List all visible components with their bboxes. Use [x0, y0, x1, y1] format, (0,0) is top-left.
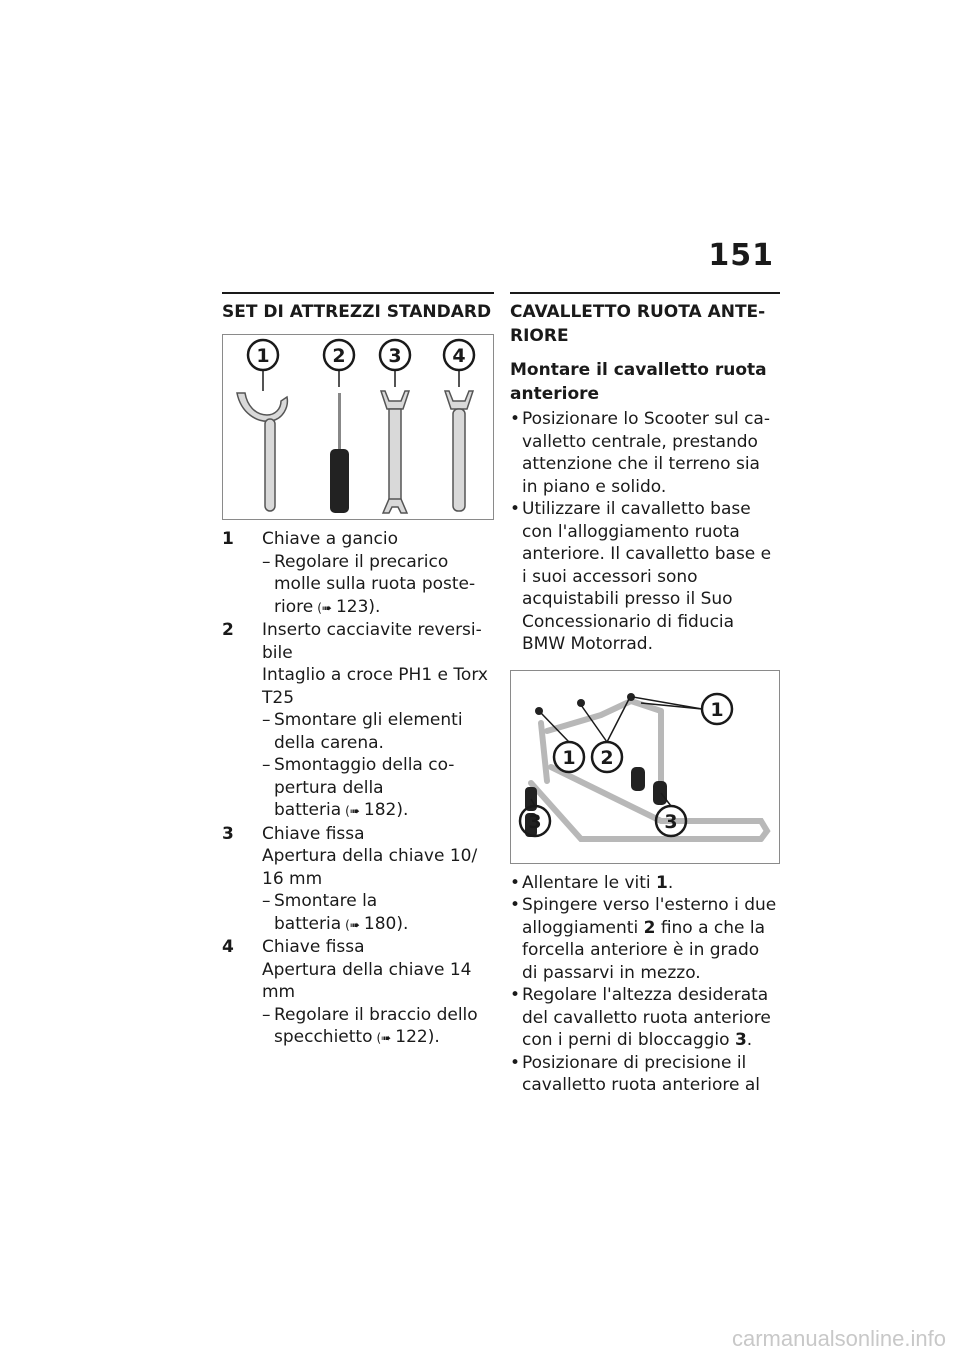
item-number: 2 [222, 620, 234, 640]
bullet-text: Posizionare lo Scooter sul ca-valletto centrale, prestando attenzione che il terreno sia in piano e solido. [522, 409, 770, 497]
bullet-text: Allentare le viti [522, 872, 657, 893]
list-item [510, 984, 780, 1052]
open-wrench-icon [381, 391, 409, 513]
section-rule [510, 292, 780, 294]
page-ref-link[interactable]: 122). [395, 1027, 440, 1047]
bullet-icon: • [510, 895, 521, 915]
bullet-text: . [667, 872, 674, 893]
list-item [510, 1052, 780, 1097]
item-number: 3 [222, 823, 234, 844]
page-ref-link[interactable]: 123). [335, 596, 381, 617]
step [262, 754, 494, 823]
front-wheel-stand-icon [531, 698, 767, 839]
list-item [222, 823, 494, 937]
step [262, 551, 494, 620]
item-number: 1 [222, 529, 234, 549]
ref-number: 2 [643, 917, 656, 938]
callout-label: 3 [528, 810, 542, 833]
bullet-icon: • [510, 409, 521, 429]
ref-number: 1 [656, 872, 668, 893]
callout-label: 1 [562, 746, 576, 769]
bullet-text: Spingere verso l'esterno i due alloggiamenti [522, 895, 777, 938]
stand-figure [510, 670, 780, 864]
step-text: Regolare il precarico molle sulla ruota poste-riore [274, 551, 476, 617]
step-text: Regolare il braccio dello specchietto [274, 1004, 478, 1047]
item-note: Apertura della chiave 14 mm [262, 959, 472, 1002]
tools-illustration [223, 335, 493, 519]
item-title: Chiave fissa [262, 823, 365, 844]
bullet-list-top [510, 408, 780, 656]
dash-icon: – [262, 1004, 271, 1025]
arrow-right-icon[interactable]: (➠ [345, 917, 360, 932]
page-ref-link[interactable]: 180). [363, 913, 409, 934]
callout-label: 2 [332, 345, 346, 367]
list-item [510, 872, 780, 895]
bullet-text: fino a che la forcella anteriore è in grado di passarvi in mezzo. [522, 917, 766, 983]
front-stand-illustration [511, 671, 779, 863]
dash-icon: – [262, 710, 271, 730]
open-wrench-icon [445, 391, 473, 511]
ref-number: 3 [734, 1030, 747, 1050]
bullet-text: Regolare l'altezza desiderata del cavalletto ruota anteriore con i perni di bloccaggio [522, 985, 771, 1050]
right-column [510, 292, 780, 1097]
section-heading-tools: SET DI ATTREZZI STANDARD [222, 302, 492, 322]
screwdriver-icon [330, 393, 349, 513]
dash-icon: – [262, 891, 271, 911]
section-rule [222, 292, 494, 294]
list-item [222, 528, 494, 619]
step [262, 890, 494, 936]
bullet-text: . [746, 1030, 753, 1050]
dash-icon: – [262, 551, 271, 572]
callout-label: 1 [256, 345, 270, 367]
bullet-icon: • [510, 872, 521, 893]
hook-spanner-icon [237, 393, 287, 511]
step-text: Smontare gli elementi della carena. [274, 710, 463, 753]
bullet-icon: • [510, 1052, 521, 1073]
left-column [222, 292, 494, 1050]
list-item [510, 894, 780, 984]
watermark: carmanualsonline.info [731, 1326, 946, 1351]
step-text: Smontare la batteria [274, 891, 378, 934]
arrow-right-icon[interactable]: (➠ [317, 600, 332, 615]
item-title: Inserto cacciavite reversi-bile [262, 620, 482, 663]
list-item [222, 936, 494, 1050]
subheading: Montare il cavalletto ruota anteriore [510, 360, 767, 404]
bullet-text: Posizionare di precisione il cavalletto ruota anteriore al [522, 1052, 760, 1095]
step [262, 1004, 494, 1050]
item-title: Chiave fissa [262, 937, 365, 957]
list-item [222, 619, 494, 823]
arrow-right-icon[interactable]: (➠ [376, 1031, 392, 1045]
callout-label: 3 [388, 345, 402, 367]
page-ref-link[interactable]: 182). [363, 800, 409, 820]
callout-label: 3 [664, 810, 678, 833]
callout-label: 4 [452, 345, 466, 367]
tools-figure [222, 334, 494, 520]
dash-icon: – [262, 755, 271, 775]
tools-list [222, 528, 494, 1050]
list-item [510, 408, 780, 498]
item-number: 4 [222, 937, 234, 957]
page-number: 151 [708, 238, 774, 273]
bullet-text: Utilizzare il cavalletto base con l'alloggiamento ruota anteriore. Il cavalletto base e i suoi accessori sono acquistabili presso il Suo Concessionario di fiducia BMW Motorrad. [522, 499, 772, 654]
bullet-icon: • [510, 985, 521, 1005]
callout-label: 2 [600, 746, 614, 769]
step [262, 709, 494, 754]
bullet-icon: • [510, 499, 521, 519]
item-note: Intaglio a croce PH1 e Torx T25 [262, 665, 488, 708]
callout-label: 1 [710, 698, 724, 721]
list-item [510, 498, 780, 656]
item-title: Chiave a gancio [262, 529, 398, 549]
arrow-right-icon[interactable]: (➠ [345, 804, 360, 818]
step-text: Smontaggio della co-pertura della batteria [274, 755, 455, 820]
item-note: Apertura della chiave 10/ 16 mm [262, 846, 478, 889]
bullet-list-bottom [510, 872, 780, 1097]
section-heading-stand: CAVALLETTO RUOTA ANTE-RIORE [510, 302, 766, 346]
